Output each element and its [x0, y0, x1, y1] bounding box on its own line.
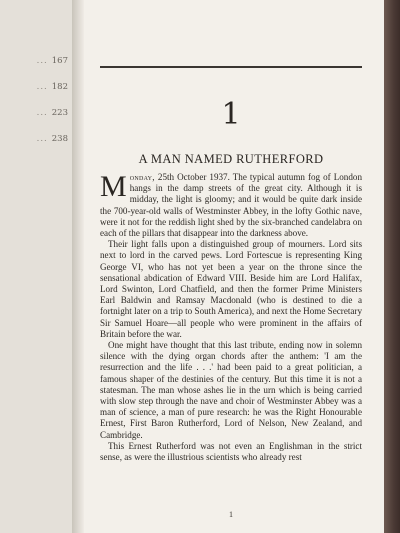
paragraph [100, 172, 362, 239]
book-gutter [72, 0, 84, 533]
toc-page-number: ... 182 [36, 82, 68, 92]
chapter-number: 1 [221, 97, 241, 132]
paragraph: Their light falls upon a distinguished group of mourners. Lord sits next to lord in the carved pews. Lord Fortescue is representing King George VI, who has not yet been a year on the throne since the sensational abdication of Edward VIII. Beside him are Lord Halifax, Lord Swinton, Lord Chatfield, and then the former Prime Ministers Earl Baldwin and Ramsay Macdonald (who is destined to die a fortnight later on a trip to South America), and next the Home Secretary Sir Samuel Hoare—all people who were prominent in the affairs of Britain before the war. [100, 239, 362, 339]
chapter-body [100, 172, 362, 463]
drop-cap: M [100, 170, 127, 203]
opening-word: onday, [129, 172, 155, 182]
chapter-title: A MAN NAMED RUTHERFORD [138, 152, 324, 166]
page-number: 1 [229, 510, 233, 519]
paragraph: This Ernest Rutherford was not even an Englishman in the strict sense, as were the illustrious scientists who already rest [100, 440, 362, 463]
toc-page-number: ... 238 [36, 134, 68, 144]
chapter-rule [100, 66, 362, 68]
toc-page-number: ... 167 [36, 56, 68, 66]
paragraph-text: 25th October 1937. The typical autumn fog of London hangs in the damp streets of the great city. Although it is midday, the light is gloomy; and it would be quite dark inside the 700-year-old walls of Westminster Abbey, in the lofty Gothic nave, were it not for the reddish light shed by the six-branched candelabra on each of the pillars that disappear into the darkness above. [100, 172, 362, 239]
paragraph: One might have thought that this last tribute, ending now in solemn silence with the dying organ chords after the anthem: 'I am the resurrection and the life . . .' had been paid to a great politician, a famous shaper of the destinies of the century. But this time it is not a statesman. The man whose ashes lie in the urn which is being carried with slow step through the nave and choir of Westminster Abbey was a man of science, a man of pure research: he was the Right Honourable Ernest, First Baron Rutherford, Lord of Nelson, New Zealand, and Cambridge. [100, 340, 362, 440]
toc-page-number: ... 223 [36, 108, 68, 118]
book-cover-edge [384, 0, 400, 533]
previous-page [0, 0, 73, 533]
